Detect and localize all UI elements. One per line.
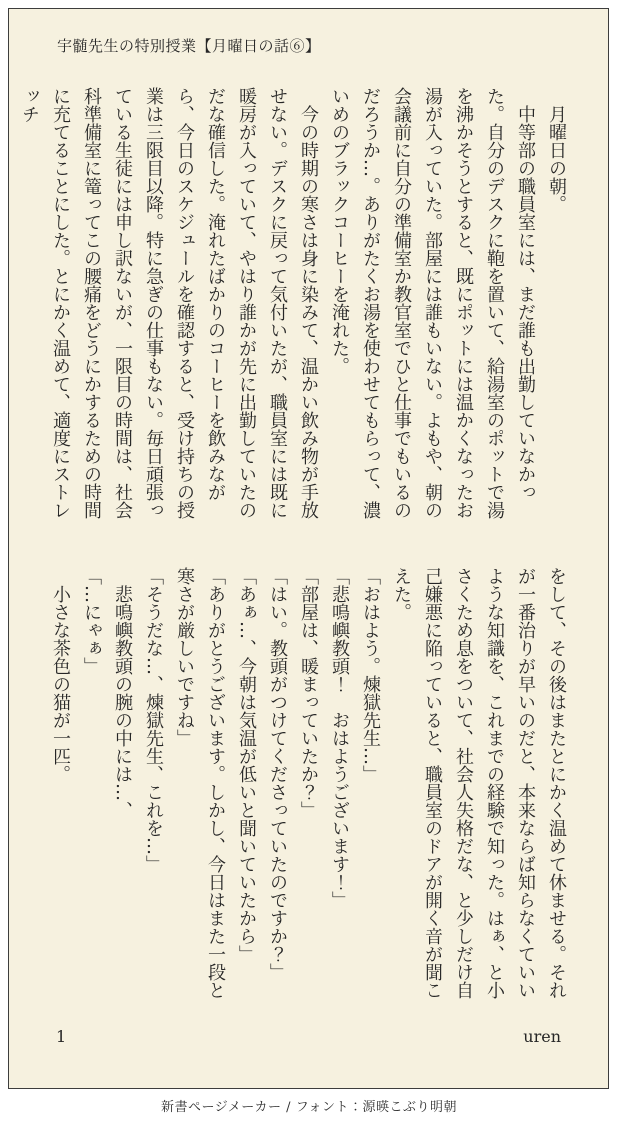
- page: [8, 8, 609, 1089]
- paragraph: 「そうだな…、煉獄先生、これを…」: [143, 567, 164, 873]
- paragraph: 今の時期の寒さは身に染みて、温かい飲み物が手放せない。デスクに戻って気付いたが、職員室には既に暖房が入っていて、やはり誰かが先に出勤していたのだな確信した。淹れたばかりのコーヒーを飲みながら、今日のスケジュールを確認すると、受け持ちの授業は三限目以降。特に急ぎの仕事もない。毎日頑張っている生徒には申し訳ないが、一限目の時間は、社会科準備室に篭ってこの腰痛をどうにかするための時間に充てることにした。とにかく温めて、適度にストレッチ: [19, 87, 319, 519]
- paragraph: 「ありがとうございます。しかし、今日はまた一段と寒さが厳しいですね」: [174, 567, 226, 999]
- paragraph: 悲鳴嶼教頭の腕の中には…、: [112, 567, 133, 819]
- paragraph: 「部屋は、暖まっていたか？」: [298, 567, 319, 819]
- paragraph: 月曜日の朝。: [546, 87, 567, 213]
- paragraph: 「あぁ…、今朝は気温が低いと聞いていたから」: [236, 567, 257, 963]
- paragraph: 「はい。教頭がつけてくださっていたのですか？」: [267, 567, 288, 981]
- paragraph: をして、その後はまたとにかく温めて休ませる。それが一番治りが早いのだと、本来ならば知らなくていいような知識を、これまでの経験で知った。はぁ、と小さくため息をついて、社会人失格だな、と少しだけ自己嫌悪に陥っていると、職員室のドアが開く音が聞こえた。: [391, 567, 567, 999]
- paragraph: 「おはよう。煉獄先生…」: [360, 567, 381, 783]
- text-section-bottom: [45, 567, 572, 1001]
- generator-caption: 新書ページメーカー / フォント：源暎こぶり明朝: [160, 1100, 458, 1115]
- text-section-top: [19, 87, 572, 521]
- paragraph: 小さな茶色の猫が一匹。: [50, 567, 71, 783]
- paragraph: 「…にゃぁ」: [81, 567, 102, 675]
- author-credit: uren: [523, 1027, 561, 1046]
- paragraph: 「悲鳴嶼教頭！ おはようございます！」: [329, 567, 350, 909]
- paragraph: 中等部の職員室には、まだ誰も出勤していなかった。自分のデスクに鞄を置いて、給湯室のポットで湯を沸かそうとすると、既にポットには温かくなったお湯が入っていた。部屋には誰もいない。よもや、朝の会議前に自分の準備室か教官室でひと仕事でもいるのだろうか…。ありがたくお湯を使わせてもらって、濃いめのブラックコーヒーを淹れた。: [329, 87, 536, 519]
- page-title: 宇髄先生の特別授業【月曜日の話⑥】: [57, 37, 321, 55]
- page-number: 1: [56, 1027, 67, 1046]
